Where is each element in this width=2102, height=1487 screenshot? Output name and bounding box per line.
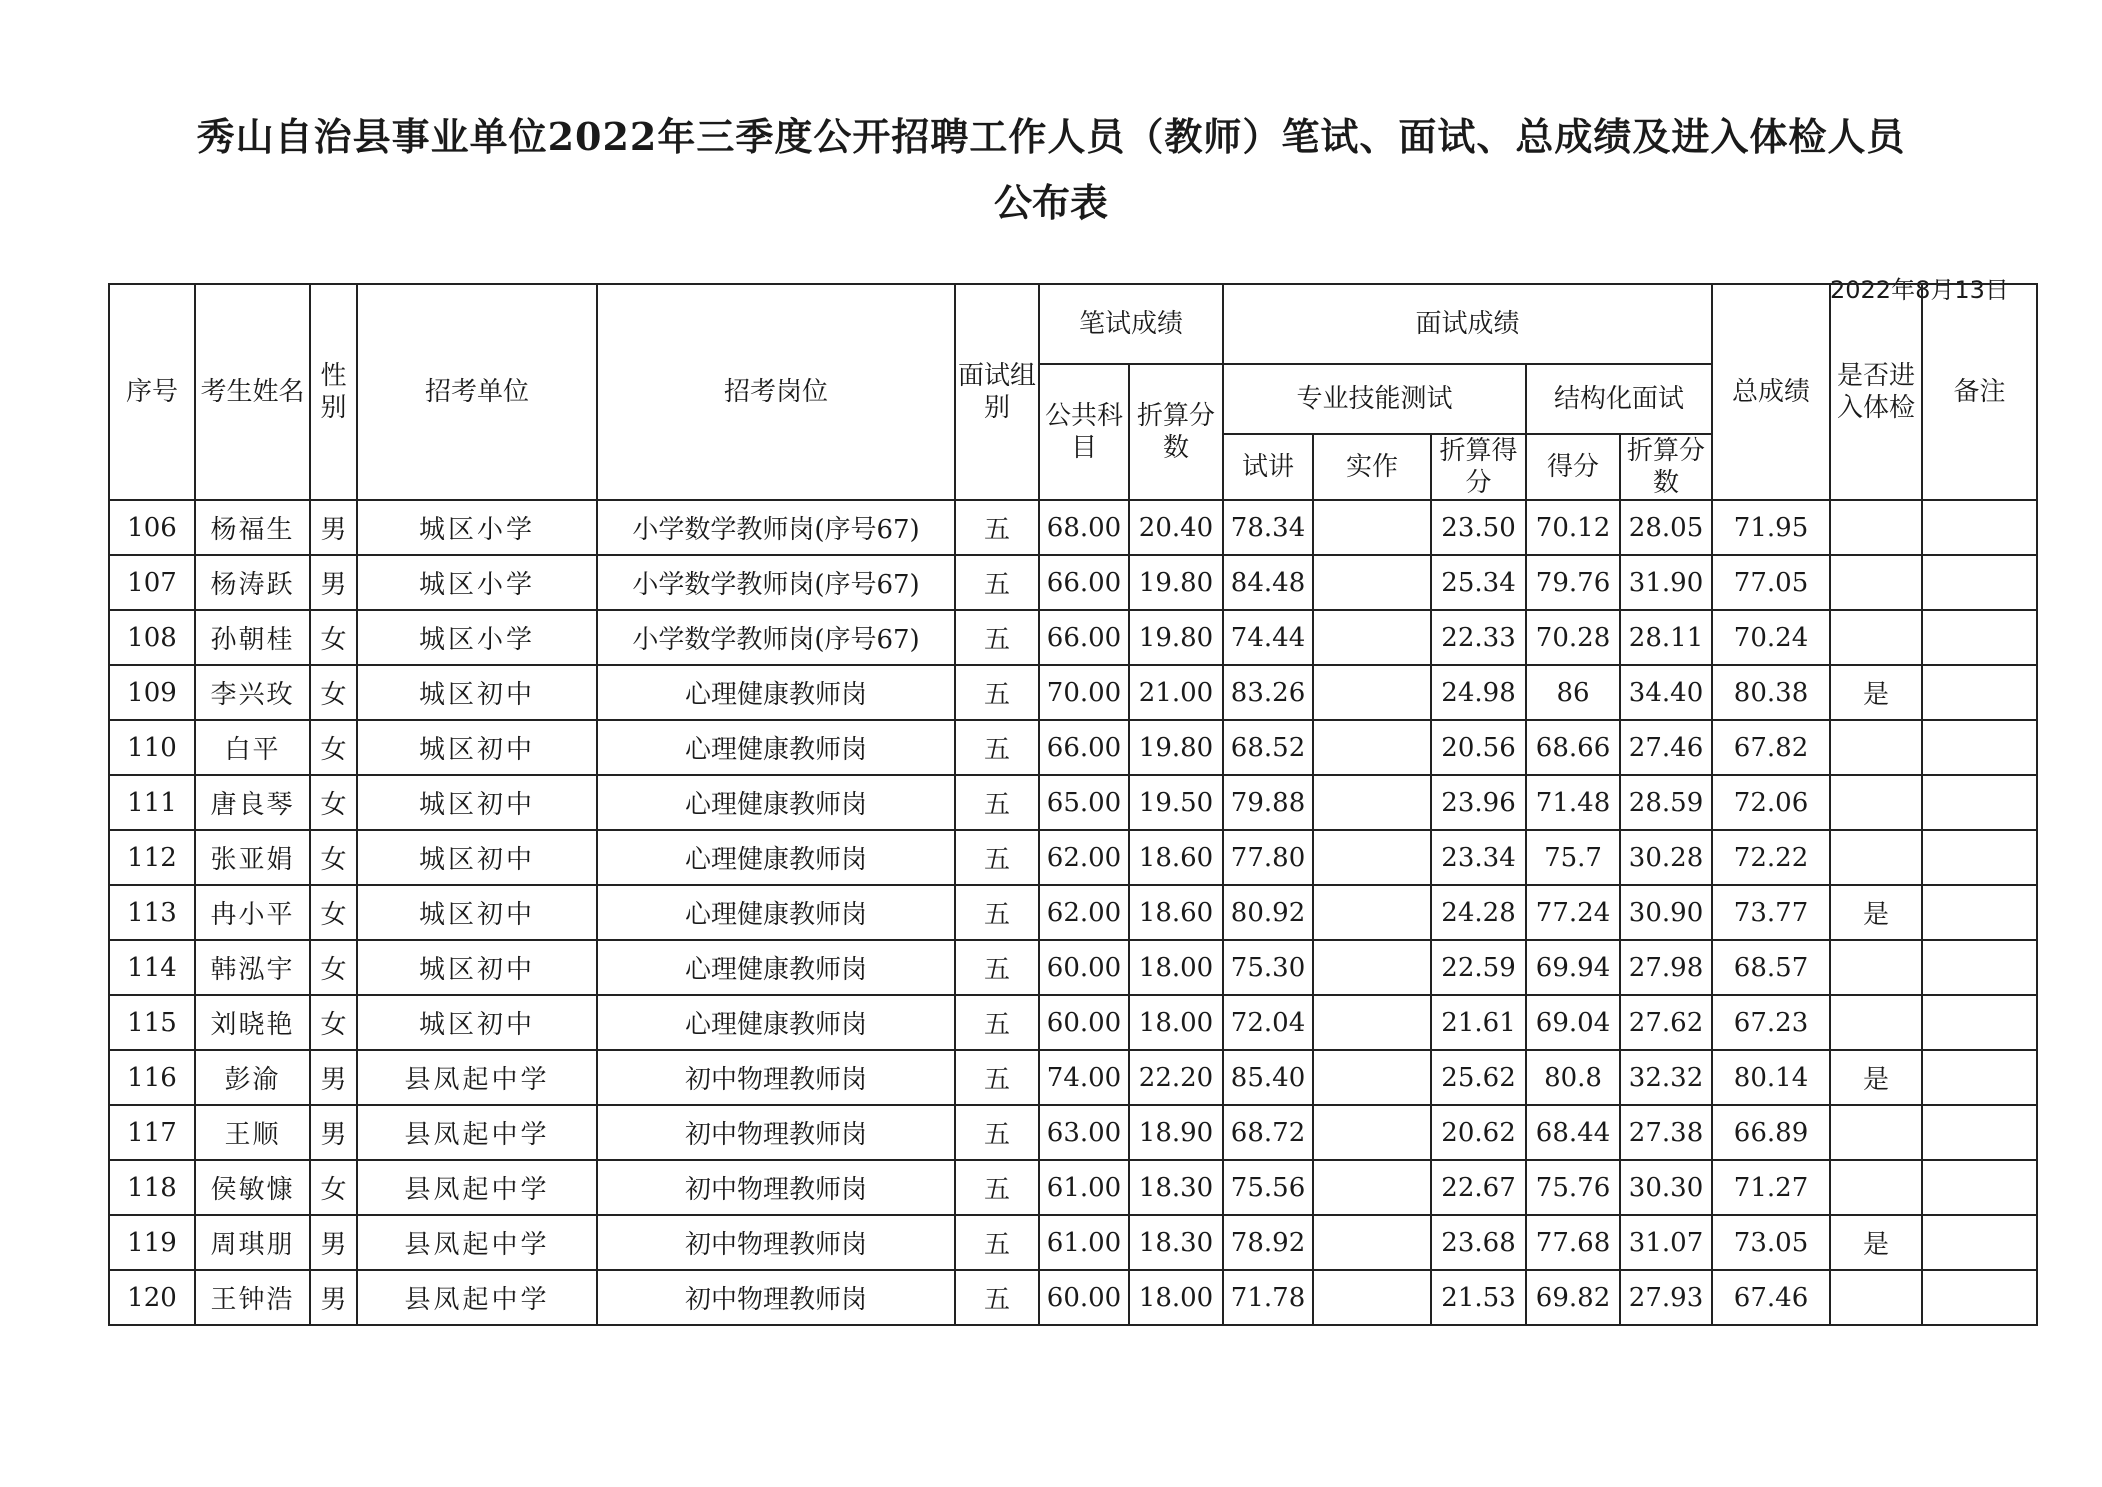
cell-skill-converted: 20.62 [1431, 1105, 1526, 1160]
cell-total: 70.24 [1712, 610, 1830, 665]
cell-practical [1313, 940, 1431, 995]
cell-lecture: 80.92 [1223, 885, 1313, 940]
cell-unit: 城区初中 [357, 995, 597, 1050]
cell-public-subject: 60.00 [1039, 995, 1129, 1050]
cell-practical [1313, 555, 1431, 610]
cell-written-converted: 18.30 [1129, 1215, 1223, 1270]
cell-structured-converted: 27.62 [1620, 995, 1712, 1050]
cell-written-converted: 18.00 [1129, 995, 1223, 1050]
cell-unit: 县凤起中学 [357, 1050, 597, 1105]
cell-group: 五 [955, 940, 1039, 995]
table-row [109, 1270, 2037, 1325]
cell-seq: 111 [109, 775, 195, 830]
cell-written-converted: 21.00 [1129, 665, 1223, 720]
cell-group: 五 [955, 995, 1039, 1050]
cell-public-subject: 66.00 [1039, 720, 1129, 775]
cell-skill-converted: 20.56 [1431, 720, 1526, 775]
cell-lecture: 74.44 [1223, 610, 1313, 665]
results-table [108, 283, 2038, 1326]
cell-post: 心理健康教师岗 [597, 720, 955, 775]
cell-skill-converted: 23.34 [1431, 830, 1526, 885]
table-row [109, 885, 2037, 940]
cell-physical [1830, 940, 1922, 995]
cell-structured-score: 68.66 [1526, 720, 1620, 775]
cell-skill-converted: 22.59 [1431, 940, 1526, 995]
cell-remark [1922, 500, 2037, 555]
cell-written-converted: 18.00 [1129, 1270, 1223, 1325]
cell-skill-converted: 22.67 [1431, 1160, 1526, 1215]
cell-name: 冉小平 [195, 885, 310, 940]
table-row [109, 665, 2037, 720]
cell-post: 小学数学教师岗(序号67) [597, 610, 955, 665]
cell-structured-converted: 31.07 [1620, 1215, 1712, 1270]
header-seq: 序号 [109, 284, 195, 500]
cell-skill-converted: 23.96 [1431, 775, 1526, 830]
cell-public-subject: 68.00 [1039, 500, 1129, 555]
cell-practical [1313, 885, 1431, 940]
cell-unit: 城区小学 [357, 610, 597, 665]
table-row [109, 940, 2037, 995]
cell-seq: 117 [109, 1105, 195, 1160]
cell-gender: 男 [310, 1215, 357, 1270]
cell-structured-converted: 30.30 [1620, 1160, 1712, 1215]
cell-unit: 城区小学 [357, 555, 597, 610]
cell-remark [1922, 720, 2037, 775]
cell-public-subject: 65.00 [1039, 775, 1129, 830]
cell-practical [1313, 830, 1431, 885]
cell-remark [1922, 775, 2037, 830]
cell-unit: 城区初中 [357, 665, 597, 720]
cell-unit: 城区初中 [357, 830, 597, 885]
cell-gender: 女 [310, 940, 357, 995]
cell-public-subject: 62.00 [1039, 830, 1129, 885]
cell-post: 初中物理教师岗 [597, 1215, 955, 1270]
cell-written-converted: 18.00 [1129, 940, 1223, 995]
cell-unit: 县凤起中学 [357, 1160, 597, 1215]
cell-gender: 女 [310, 775, 357, 830]
cell-practical [1313, 775, 1431, 830]
table-row [109, 610, 2037, 665]
cell-gender: 女 [310, 830, 357, 885]
cell-post: 心理健康教师岗 [597, 775, 955, 830]
cell-gender: 男 [310, 1270, 357, 1325]
cell-lecture: 85.40 [1223, 1050, 1313, 1105]
cell-remark [1922, 555, 2037, 610]
header-practical: 实作 [1313, 434, 1431, 500]
cell-lecture: 75.30 [1223, 940, 1313, 995]
header-written: 笔试成绩 [1039, 284, 1223, 364]
table-row [109, 500, 2037, 555]
cell-post: 初中物理教师岗 [597, 1105, 955, 1160]
cell-post: 心理健康教师岗 [597, 885, 955, 940]
cell-post: 小学数学教师岗(序号67) [597, 500, 955, 555]
table-row [109, 995, 2037, 1050]
cell-name: 李兴玫 [195, 665, 310, 720]
publish-date: 2022年8月13日 [1830, 276, 2009, 304]
cell-physical [1830, 555, 1922, 610]
cell-group: 五 [955, 885, 1039, 940]
header-lecture: 试讲 [1223, 434, 1313, 500]
header-post: 招考岗位 [597, 284, 955, 500]
cell-total: 71.27 [1712, 1160, 1830, 1215]
header-total: 总成绩 [1712, 284, 1830, 500]
cell-practical [1313, 995, 1431, 1050]
cell-lecture: 84.48 [1223, 555, 1313, 610]
cell-post: 小学数学教师岗(序号67) [597, 555, 955, 610]
cell-structured-score: 75.7 [1526, 830, 1620, 885]
cell-skill-converted: 24.98 [1431, 665, 1526, 720]
cell-seq: 110 [109, 720, 195, 775]
cell-remark [1922, 1270, 2037, 1325]
cell-lecture: 78.34 [1223, 500, 1313, 555]
document-title: 秀山自治县事业单位2022年三季度公开招聘工作人员（教师）笔试、面试、总成绩及进入体检人员 [196, 114, 1906, 159]
cell-written-converted: 18.60 [1129, 885, 1223, 940]
cell-gender: 女 [310, 720, 357, 775]
cell-structured-converted: 27.93 [1620, 1270, 1712, 1325]
cell-physical: 是 [1830, 1050, 1922, 1105]
table-row [109, 1105, 2037, 1160]
cell-skill-converted: 21.61 [1431, 995, 1526, 1050]
header-interview: 面试成绩 [1223, 284, 1712, 364]
header-skill-test: 专业技能测试 [1223, 364, 1526, 434]
cell-unit: 城区小学 [357, 500, 597, 555]
results-table-body [109, 500, 2037, 1325]
header-skill-converted: 折算得分 [1431, 434, 1526, 500]
cell-lecture: 77.80 [1223, 830, 1313, 885]
cell-seq: 112 [109, 830, 195, 885]
cell-remark [1922, 995, 2037, 1050]
cell-public-subject: 66.00 [1039, 610, 1129, 665]
cell-remark [1922, 610, 2037, 665]
header-physical: 是否进入体检 [1830, 284, 1922, 500]
cell-gender: 男 [310, 1105, 357, 1160]
table-row [109, 830, 2037, 885]
cell-group: 五 [955, 830, 1039, 885]
table-row [109, 555, 2037, 610]
cell-structured-converted: 32.32 [1620, 1050, 1712, 1105]
cell-remark [1922, 1105, 2037, 1160]
cell-physical [1830, 500, 1922, 555]
cell-unit: 县凤起中学 [357, 1215, 597, 1270]
cell-total: 72.06 [1712, 775, 1830, 830]
cell-gender: 女 [310, 885, 357, 940]
cell-name: 侯敏慷 [195, 1160, 310, 1215]
cell-group: 五 [955, 555, 1039, 610]
cell-name: 张亚娟 [195, 830, 310, 885]
cell-group: 五 [955, 500, 1039, 555]
cell-group: 五 [955, 775, 1039, 830]
cell-gender: 女 [310, 995, 357, 1050]
cell-structured-converted: 30.28 [1620, 830, 1712, 885]
cell-unit: 城区初中 [357, 720, 597, 775]
header-structured-score: 得分 [1526, 434, 1620, 500]
cell-public-subject: 70.00 [1039, 665, 1129, 720]
cell-name: 韩泓宇 [195, 940, 310, 995]
cell-remark [1922, 1050, 2037, 1105]
cell-gender: 女 [310, 1160, 357, 1215]
cell-structured-score: 70.12 [1526, 500, 1620, 555]
cell-structured-score: 77.68 [1526, 1215, 1620, 1270]
cell-structured-converted: 27.38 [1620, 1105, 1712, 1160]
cell-physical [1830, 1105, 1922, 1160]
cell-name: 王顺 [195, 1105, 310, 1160]
cell-structured-converted: 31.90 [1620, 555, 1712, 610]
cell-name: 杨涛跃 [195, 555, 310, 610]
cell-practical [1313, 720, 1431, 775]
cell-physical [1830, 830, 1922, 885]
table-row [109, 775, 2037, 830]
cell-public-subject: 63.00 [1039, 1105, 1129, 1160]
cell-lecture: 83.26 [1223, 665, 1313, 720]
cell-physical: 是 [1830, 885, 1922, 940]
cell-physical [1830, 720, 1922, 775]
cell-group: 五 [955, 1105, 1039, 1160]
cell-practical [1313, 1160, 1431, 1215]
cell-seq: 106 [109, 500, 195, 555]
cell-total: 67.82 [1712, 720, 1830, 775]
cell-structured-converted: 27.46 [1620, 720, 1712, 775]
cell-seq: 108 [109, 610, 195, 665]
cell-physical [1830, 1160, 1922, 1215]
cell-total: 67.46 [1712, 1270, 1830, 1325]
cell-seq: 109 [109, 665, 195, 720]
cell-skill-converted: 23.68 [1431, 1215, 1526, 1270]
header-name: 考生姓名 [195, 284, 310, 500]
cell-group: 五 [955, 1215, 1039, 1270]
cell-total: 67.23 [1712, 995, 1830, 1050]
document-subtitle: 公布表 [993, 180, 1108, 225]
cell-unit: 县凤起中学 [357, 1105, 597, 1160]
cell-physical [1830, 1270, 1922, 1325]
cell-written-converted: 18.60 [1129, 830, 1223, 885]
cell-structured-score: 68.44 [1526, 1105, 1620, 1160]
cell-physical [1830, 610, 1922, 665]
cell-structured-converted: 34.40 [1620, 665, 1712, 720]
header-public-subject: 公共科目 [1039, 364, 1129, 500]
table-row [109, 1215, 2037, 1270]
cell-public-subject: 61.00 [1039, 1160, 1129, 1215]
cell-gender: 女 [310, 610, 357, 665]
cell-total: 80.14 [1712, 1050, 1830, 1105]
cell-group: 五 [955, 665, 1039, 720]
cell-physical [1830, 995, 1922, 1050]
cell-unit: 城区初中 [357, 885, 597, 940]
cell-remark [1922, 1160, 2037, 1215]
cell-public-subject: 60.00 [1039, 1270, 1129, 1325]
cell-public-subject: 74.00 [1039, 1050, 1129, 1105]
cell-post: 初中物理教师岗 [597, 1270, 955, 1325]
cell-seq: 116 [109, 1050, 195, 1105]
cell-lecture: 71.78 [1223, 1270, 1313, 1325]
cell-public-subject: 60.00 [1039, 940, 1129, 995]
cell-structured-score: 69.94 [1526, 940, 1620, 995]
cell-skill-converted: 23.50 [1431, 500, 1526, 555]
cell-post: 初中物理教师岗 [597, 1160, 955, 1215]
cell-seq: 114 [109, 940, 195, 995]
header-structured: 结构化面试 [1526, 364, 1712, 434]
header-written-converted: 折算分数 [1129, 364, 1223, 500]
cell-total: 77.05 [1712, 555, 1830, 610]
cell-practical [1313, 610, 1431, 665]
cell-seq: 115 [109, 995, 195, 1050]
cell-practical [1313, 665, 1431, 720]
cell-structured-converted: 27.98 [1620, 940, 1712, 995]
cell-name: 王钟浩 [195, 1270, 310, 1325]
cell-structured-converted: 28.11 [1620, 610, 1712, 665]
cell-skill-converted: 25.34 [1431, 555, 1526, 610]
cell-total: 68.57 [1712, 940, 1830, 995]
cell-name: 刘晓艳 [195, 995, 310, 1050]
cell-name: 唐良琴 [195, 775, 310, 830]
cell-lecture: 78.92 [1223, 1215, 1313, 1270]
cell-group: 五 [955, 1270, 1039, 1325]
cell-name: 彭渝 [195, 1050, 310, 1105]
cell-unit: 县凤起中学 [357, 1270, 597, 1325]
cell-name: 孙朝桂 [195, 610, 310, 665]
cell-unit: 城区初中 [357, 775, 597, 830]
cell-structured-score: 86 [1526, 665, 1620, 720]
cell-seq: 120 [109, 1270, 195, 1325]
cell-post: 心理健康教师岗 [597, 940, 955, 995]
cell-total: 80.38 [1712, 665, 1830, 720]
header-structured-converted: 折算分数 [1620, 434, 1712, 500]
cell-structured-score: 79.76 [1526, 555, 1620, 610]
cell-total: 72.22 [1712, 830, 1830, 885]
cell-post: 初中物理教师岗 [597, 1050, 955, 1105]
cell-structured-score: 69.82 [1526, 1270, 1620, 1325]
cell-lecture: 68.52 [1223, 720, 1313, 775]
cell-seq: 113 [109, 885, 195, 940]
cell-written-converted: 18.90 [1129, 1105, 1223, 1160]
cell-post: 心理健康教师岗 [597, 995, 955, 1050]
cell-remark [1922, 885, 2037, 940]
header-remark: 备注 [1922, 284, 2037, 500]
cell-remark [1922, 940, 2037, 995]
cell-total: 71.95 [1712, 500, 1830, 555]
cell-group: 五 [955, 720, 1039, 775]
cell-skill-converted: 24.28 [1431, 885, 1526, 940]
cell-group: 五 [955, 1050, 1039, 1105]
cell-post: 心理健康教师岗 [597, 830, 955, 885]
cell-structured-score: 77.24 [1526, 885, 1620, 940]
cell-name: 杨福生 [195, 500, 310, 555]
cell-total: 73.05 [1712, 1215, 1830, 1270]
cell-lecture: 75.56 [1223, 1160, 1313, 1215]
cell-remark [1922, 1215, 2037, 1270]
cell-total: 66.89 [1712, 1105, 1830, 1160]
cell-practical [1313, 1050, 1431, 1105]
cell-gender: 女 [310, 665, 357, 720]
cell-written-converted: 19.80 [1129, 610, 1223, 665]
cell-remark [1922, 830, 2037, 885]
cell-lecture: 68.72 [1223, 1105, 1313, 1160]
cell-practical [1313, 500, 1431, 555]
cell-written-converted: 19.80 [1129, 720, 1223, 775]
cell-practical [1313, 1105, 1431, 1160]
cell-physical [1830, 775, 1922, 830]
cell-remark [1922, 665, 2037, 720]
cell-public-subject: 62.00 [1039, 885, 1129, 940]
cell-name: 白平 [195, 720, 310, 775]
cell-group: 五 [955, 610, 1039, 665]
cell-group: 五 [955, 1160, 1039, 1215]
table-row [109, 1050, 2037, 1105]
cell-lecture: 72.04 [1223, 995, 1313, 1050]
cell-gender: 男 [310, 555, 357, 610]
cell-gender: 男 [310, 1050, 357, 1105]
cell-structured-score: 75.76 [1526, 1160, 1620, 1215]
header-unit: 招考单位 [357, 284, 597, 500]
cell-unit: 城区初中 [357, 940, 597, 995]
cell-physical: 是 [1830, 665, 1922, 720]
table-row [109, 720, 2037, 775]
table-row [109, 1160, 2037, 1215]
cell-written-converted: 20.40 [1129, 500, 1223, 555]
cell-practical [1313, 1270, 1431, 1325]
cell-written-converted: 19.50 [1129, 775, 1223, 830]
cell-structured-converted: 30.90 [1620, 885, 1712, 940]
cell-skill-converted: 21.53 [1431, 1270, 1526, 1325]
cell-structured-score: 70.28 [1526, 610, 1620, 665]
cell-seq: 118 [109, 1160, 195, 1215]
cell-physical: 是 [1830, 1215, 1922, 1270]
cell-public-subject: 66.00 [1039, 555, 1129, 610]
cell-public-subject: 61.00 [1039, 1215, 1129, 1270]
cell-total: 73.77 [1712, 885, 1830, 940]
cell-practical [1313, 1215, 1431, 1270]
header-group: 面试组别 [955, 284, 1039, 500]
cell-structured-score: 80.8 [1526, 1050, 1620, 1105]
header-gender: 性别 [310, 284, 357, 500]
cell-skill-converted: 22.33 [1431, 610, 1526, 665]
cell-seq: 119 [109, 1215, 195, 1270]
cell-skill-converted: 25.62 [1431, 1050, 1526, 1105]
cell-name: 周琪朋 [195, 1215, 310, 1270]
cell-seq: 107 [109, 555, 195, 610]
cell-structured-score: 71.48 [1526, 775, 1620, 830]
cell-written-converted: 18.30 [1129, 1160, 1223, 1215]
cell-written-converted: 19.80 [1129, 555, 1223, 610]
cell-structured-score: 69.04 [1526, 995, 1620, 1050]
cell-structured-converted: 28.05 [1620, 500, 1712, 555]
cell-post: 心理健康教师岗 [597, 665, 955, 720]
cell-lecture: 79.88 [1223, 775, 1313, 830]
cell-gender: 男 [310, 500, 357, 555]
cell-structured-converted: 28.59 [1620, 775, 1712, 830]
cell-written-converted: 22.20 [1129, 1050, 1223, 1105]
